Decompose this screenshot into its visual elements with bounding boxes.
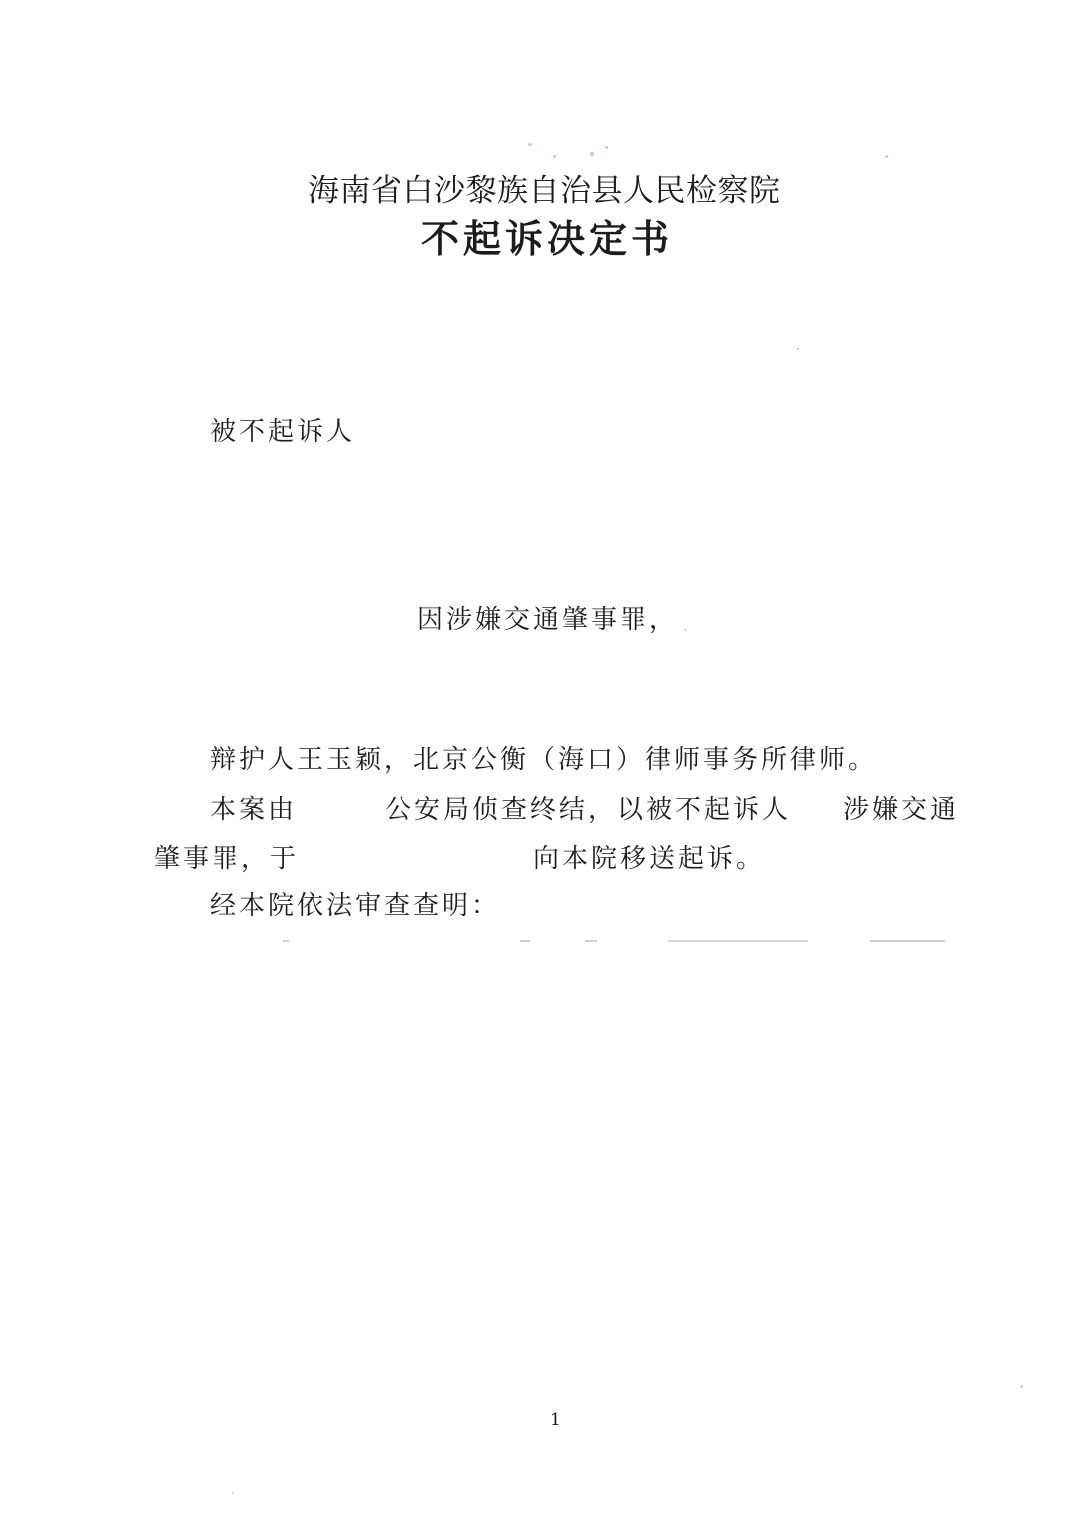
cropped-text-artifact [585, 940, 597, 942]
scan-speck [885, 155, 888, 158]
cropped-text-artifact [668, 940, 808, 942]
cropped-text-artifact [283, 940, 289, 942]
page-number: 1 [550, 1410, 561, 1430]
transfer-text-start: 肇事罪，于 [154, 844, 300, 874]
scan-speck [553, 155, 556, 158]
transfer-text-end: 向本院移送起诉。 [533, 844, 766, 874]
case-text-end: 涉嫌交通 [843, 795, 960, 825]
scan-speck [797, 348, 799, 350]
scan-speck [605, 146, 608, 149]
defender-line: 辩护人王玉颖，北京公衡（海口）律师事务所律师。 [210, 745, 878, 775]
organization-title: 海南省白沙黎族自治县人民检察院 [308, 173, 781, 209]
scan-speck [232, 1492, 234, 1494]
review-line: 经本院依法审查查明： [210, 891, 501, 921]
document-title: 不起诉决定书 [421, 216, 674, 261]
cropped-text-artifact [520, 940, 530, 942]
case-text-start: 本案由 [210, 795, 298, 825]
scan-speck [528, 143, 532, 146]
scan-speck [684, 629, 687, 631]
scan-speck [1020, 1385, 1023, 1388]
case-text-middle: 公安局侦查终结，以被不起诉人 [385, 795, 792, 825]
charge-line: 因涉嫌交通肇事罪， [417, 605, 679, 635]
scan-speck [590, 152, 594, 156]
cropped-text-artifact [870, 940, 945, 942]
respondent-label: 被不起诉人 [210, 417, 356, 447]
